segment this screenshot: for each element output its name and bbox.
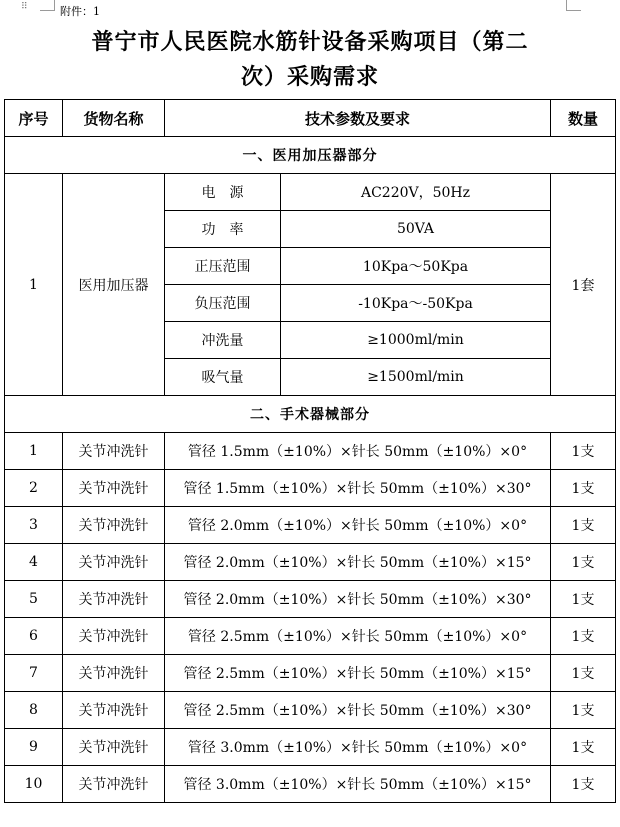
row-name: 关节冲洗针 <box>63 655 165 692</box>
row-name: 关节冲洗针 <box>63 470 165 507</box>
row-qty: 1支 <box>551 470 616 507</box>
margin-corner-top-left <box>40 0 55 11</box>
section2-title: 二、手术器械部分 <box>5 396 616 433</box>
row-qty: 1支 <box>551 433 616 470</box>
param-value: 10Kpa～50Kpa <box>281 248 551 285</box>
row-qty: 1支 <box>551 729 616 766</box>
section-row <box>5 396 616 433</box>
table-row <box>5 655 616 692</box>
row-spec: 管径 2.5mm（±10%）×针长 50mm（±10%）×30° <box>165 692 551 729</box>
param-value: 50VA <box>281 211 551 248</box>
row-qty: 1支 <box>551 766 616 803</box>
row-index: 10 <box>5 766 63 803</box>
row-index: 6 <box>5 618 63 655</box>
document-title-line-1: 普宁市人民医院水筋针设备采购项目（第二 <box>91 29 529 55</box>
header-qty: 数量 <box>551 100 616 137</box>
row-spec: 管径 2.0mm（±10%）×针长 50mm（±10%）×30° <box>165 581 551 618</box>
param-label: 电源 <box>165 174 281 211</box>
header-spec: 技术参数及要求 <box>165 100 551 137</box>
table-move-handle-icon[interactable]: ⠿ <box>21 2 29 12</box>
param-label: 功率 <box>165 211 281 248</box>
table-row <box>5 618 616 655</box>
row-qty: 1支 <box>551 618 616 655</box>
row-index: 9 <box>5 729 63 766</box>
param-label: 冲洗量 <box>165 322 281 359</box>
margin-corner-top-right <box>566 0 581 11</box>
row-index: 2 <box>5 470 63 507</box>
row-qty: 1支 <box>551 692 616 729</box>
row-index: 3 <box>5 507 63 544</box>
param-value: AC220V，50Hz <box>281 174 551 211</box>
row-name: 关节冲洗针 <box>63 433 165 470</box>
row-index: 4 <box>5 544 63 581</box>
section1-title: 一、医用加压器部分 <box>5 137 616 174</box>
section-row <box>5 137 616 174</box>
param-label: 负压范围 <box>165 285 281 322</box>
row-spec: 管径 1.5mm（±10%）×针长 50mm（±10%）×0° <box>165 433 551 470</box>
param-value: ≥1500ml/min <box>281 359 551 396</box>
row-spec: 管径 2.0mm（±10%）×针长 50mm（±10%）×15° <box>165 544 551 581</box>
header-name: 货物名称 <box>63 100 165 137</box>
row-qty: 1支 <box>551 544 616 581</box>
table-row <box>5 692 616 729</box>
table-row <box>5 470 616 507</box>
document-title-line-2: 次）采购需求 <box>240 64 379 90</box>
table-row <box>5 581 616 618</box>
row-qty: 1支 <box>551 507 616 544</box>
row-spec: 管径 3.0mm（±10%）×针长 50mm（±10%）×15° <box>165 766 551 803</box>
row-spec: 管径 2.0mm（±10%）×针长 50mm（±10%）×0° <box>165 507 551 544</box>
row-spec: 管径 3.0mm（±10%）×针长 50mm（±10%）×0° <box>165 729 551 766</box>
row-index: 1 <box>5 433 63 470</box>
row-name: 关节冲洗针 <box>63 766 165 803</box>
row-index: 7 <box>5 655 63 692</box>
item-qty: 1套 <box>551 174 616 396</box>
attachment-label: 附件：1 <box>60 5 100 18</box>
row-name: 关节冲洗针 <box>63 581 165 618</box>
row-name: 关节冲洗针 <box>63 618 165 655</box>
row-qty: 1支 <box>551 655 616 692</box>
row-name: 关节冲洗针 <box>63 507 165 544</box>
param-label: 正压范围 <box>165 248 281 285</box>
row-spec: 管径 2.5mm（±10%）×针长 50mm（±10%）×0° <box>165 618 551 655</box>
table-row <box>5 507 616 544</box>
row-name: 关节冲洗针 <box>63 729 165 766</box>
row-spec: 管径 1.5mm（±10%）×针长 50mm（±10%）×30° <box>165 470 551 507</box>
table-row <box>5 544 616 581</box>
row-name: 关节冲洗针 <box>63 692 165 729</box>
procurement-table <box>4 99 616 803</box>
item-index: 1 <box>5 174 63 396</box>
param-value: ≥1000ml/min <box>281 322 551 359</box>
row-spec: 管径 2.5mm（±10%）×针长 50mm（±10%）×15° <box>165 655 551 692</box>
header-row <box>5 100 616 137</box>
table-row <box>5 729 616 766</box>
row-name: 关节冲洗针 <box>63 544 165 581</box>
row-qty: 1支 <box>551 581 616 618</box>
header-index: 序号 <box>5 100 63 137</box>
table-row <box>5 766 616 803</box>
param-label: 吸气量 <box>165 359 281 396</box>
table-row <box>5 433 616 470</box>
param-value: -10Kpa～-50Kpa <box>281 285 551 322</box>
item-name: 医用加压器 <box>63 174 165 396</box>
row-index: 8 <box>5 692 63 729</box>
row-index: 5 <box>5 581 63 618</box>
param-row <box>5 174 616 211</box>
